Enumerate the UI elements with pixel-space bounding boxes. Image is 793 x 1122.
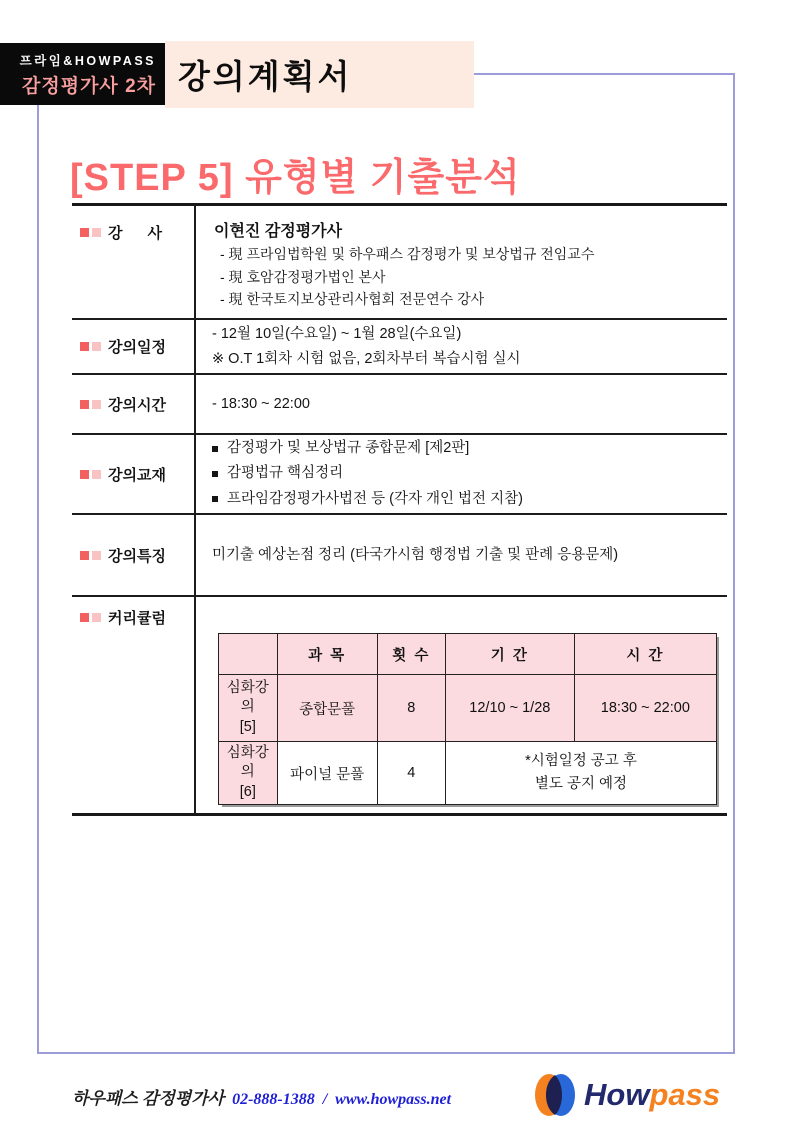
brand-badge-line1: 프라임&HOWPASS	[19, 53, 156, 68]
footer-company-name: 하우패스 감정평가사	[72, 1089, 225, 1108]
red-square-bullet-icon	[80, 400, 89, 409]
period-cell: 12/10 ~ 1/28	[445, 675, 574, 742]
note-line1: *시험일정 공고 후	[525, 752, 637, 769]
table-row-features	[72, 515, 727, 597]
subject-cell: 파이널 문풀	[277, 742, 377, 805]
document-title-banner	[165, 41, 474, 108]
footer-phone: 02-888-1388	[232, 1091, 315, 1108]
row-content-cell	[196, 597, 727, 813]
diagonal-header-cell	[219, 634, 278, 675]
footer-website-link[interactable]: www.howpass.net	[335, 1091, 452, 1108]
category-line2: [6]	[239, 783, 256, 800]
page-footer	[0, 1072, 793, 1122]
category-line1: 심화강의	[226, 679, 269, 716]
pink-square-bullet-icon	[92, 613, 101, 622]
red-square-bullet-icon	[80, 613, 89, 622]
red-square-bullet-icon	[80, 228, 89, 237]
black-square-bullet-icon	[212, 471, 218, 477]
time-cell: 18:30 ~ 22:00	[574, 675, 716, 742]
row-label-cell	[72, 375, 196, 433]
red-square-bullet-icon	[80, 470, 89, 479]
instructor-credential: - 現 호암감정평가법인 본사	[220, 268, 386, 285]
row-content-cell	[196, 320, 727, 373]
table-row-time	[72, 375, 727, 435]
instructor-credential: - 現 한국토지보상관리사협회 전문연수 강사	[220, 291, 485, 308]
time-line: - 18:30 ~ 22:00	[212, 395, 310, 412]
row-content-cell	[196, 515, 727, 595]
count-cell: 8	[377, 675, 445, 742]
row-label-cell	[72, 515, 196, 595]
red-square-bullet-icon	[80, 551, 89, 560]
count-cell: 4	[377, 742, 445, 805]
pink-square-bullet-icon	[92, 470, 101, 479]
pink-square-bullet-icon	[92, 342, 101, 351]
material-text: 감정평가 및 보상법규 종합문제 [제2판]	[227, 439, 470, 456]
table-row-instructor	[72, 206, 727, 320]
course-info-table	[72, 203, 727, 816]
logo-text-pass: pass	[649, 1077, 721, 1112]
pink-square-bullet-icon	[92, 551, 101, 560]
pink-square-bullet-icon	[92, 400, 101, 409]
curriculum-row-5	[219, 675, 717, 742]
curriculum-row-6	[219, 742, 717, 805]
row-label: 강의일정	[108, 339, 166, 356]
header-subject: 과 목	[277, 634, 377, 675]
brand-badge	[0, 43, 165, 105]
schedule-note: ※ O.T 1회차 시험 없음, 2회차부터 복습시험 실시	[212, 350, 521, 367]
header-period: 기 간	[445, 634, 574, 675]
pink-square-bullet-icon	[92, 228, 101, 237]
table-row-schedule	[72, 320, 727, 375]
row-content-cell	[196, 206, 727, 318]
page-title: [STEP 5] 유형별 기출분석	[70, 157, 521, 199]
black-square-bullet-icon	[212, 496, 218, 502]
row-label-cell	[72, 320, 196, 373]
footer-contact-line	[72, 1084, 451, 1109]
table-row-materials	[72, 435, 727, 515]
row-label: 강의시간	[108, 396, 166, 414]
row-label-cell	[72, 435, 196, 513]
material-item	[212, 461, 717, 486]
howpass-logo-mark-icon	[534, 1072, 576, 1118]
row-label: 커리큘럼	[108, 610, 166, 627]
logo-text-how: How	[584, 1077, 650, 1112]
category-cell	[219, 742, 278, 805]
subject-cell: 종합문풀	[277, 675, 377, 742]
note-line2: 별도 공지 예정	[534, 776, 628, 792]
row-label-cell	[72, 206, 196, 318]
brand-badge-line2: 감정평가사 2차	[22, 75, 156, 97]
schedule-line: - 12월 10일(수요일) ~ 1월 28일(수요일)	[212, 325, 462, 342]
category-line2: [5]	[239, 718, 256, 735]
howpass-logo	[534, 1072, 720, 1118]
red-square-bullet-icon	[80, 342, 89, 351]
category-cell	[219, 675, 278, 742]
row-label: 강 사	[108, 225, 162, 242]
howpass-logo-text	[584, 1077, 720, 1113]
instructor-name: 이현진 감정평가사	[214, 223, 343, 240]
row-content-cell	[196, 435, 727, 513]
material-item	[212, 436, 717, 461]
material-text: 프라임감정평가사법전 등 (각자 개인 법전 지참)	[227, 490, 523, 507]
table-row-curriculum	[72, 597, 727, 813]
instructor-credential: - 現 프라임법학원 및 하우패스 감정평가 및 보상법규 전임교수	[220, 246, 595, 262]
black-square-bullet-icon	[212, 446, 218, 452]
row-label-cell	[72, 597, 196, 813]
curriculum-table	[218, 633, 717, 805]
note-cell	[445, 742, 716, 805]
row-label: 강의교재	[108, 466, 166, 484]
category-line1: 심화강의	[226, 744, 269, 781]
curriculum-header-row	[219, 634, 717, 675]
header-time: 시 간	[574, 634, 716, 675]
features-line: 미기출 예상논점 정리 (타국가시험 행정법 기출 및 판례 응용문제)	[212, 546, 619, 563]
row-content-cell	[196, 375, 727, 433]
material-text: 감평법규 핵심정리	[227, 465, 344, 482]
footer-separator: /	[322, 1091, 328, 1108]
row-label: 강의특징	[108, 547, 166, 565]
document-title: 강의계획서	[178, 58, 353, 95]
material-item	[212, 487, 717, 512]
header-count: 횟 수	[377, 634, 445, 675]
